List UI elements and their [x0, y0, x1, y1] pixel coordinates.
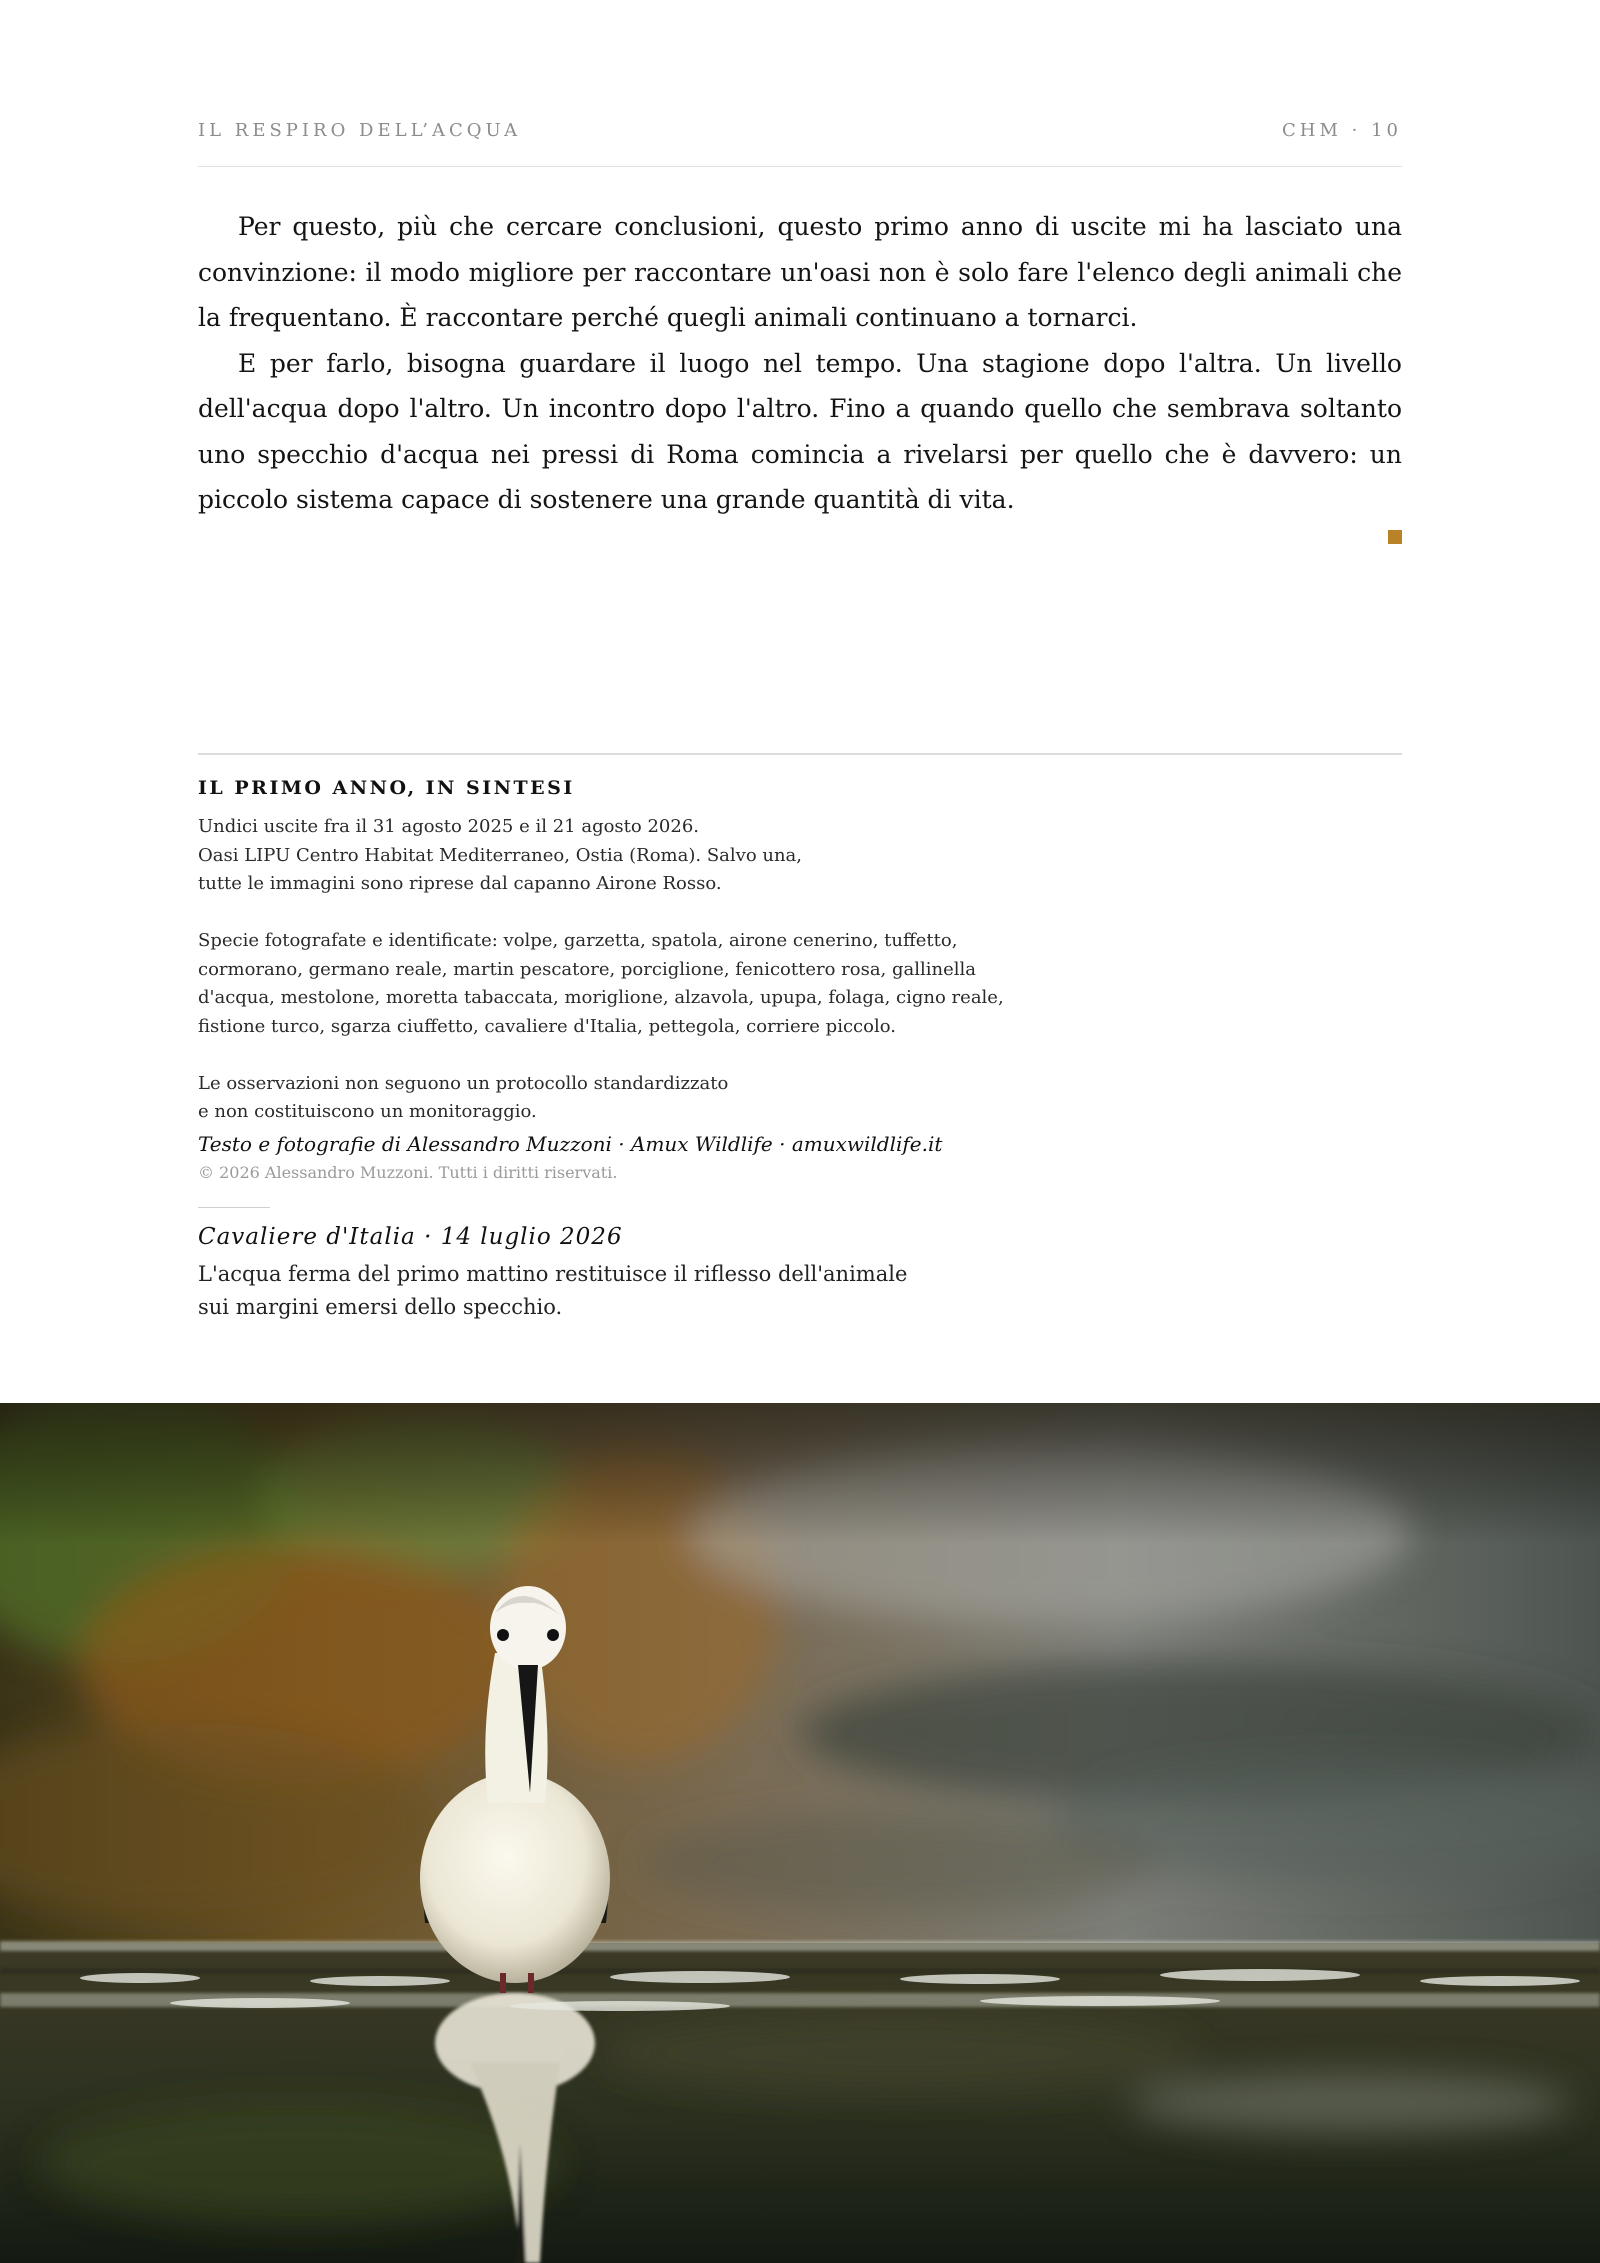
- body-text: [198, 204, 1402, 523]
- summary-disclaimer-line: Le osservazioni non seguono un protocollo standardizzato: [198, 1072, 729, 1094]
- caption-line: sui margini emersi dello specchio.: [198, 1294, 563, 1319]
- summary-line: tutte le immagini sono riprese dal capanno Airone Rosso.: [198, 873, 722, 894]
- photo-caption-text: [198, 1258, 1402, 1324]
- summary-species-line: d'acqua, mestolone, moretta tabaccata, moriglione, alzavola, upupa, folaga, cigno reale,: [198, 987, 1004, 1008]
- body-paragraph: Per questo, più che cercare conclusioni, questo primo anno di uscite mi ha lasciato una convinzione: il modo migliore per raccontare un'oasi non è solo fare l'elenco degli animali che la frequentano. È raccontare perché quegli animali continuano a tornarci.: [198, 212, 1402, 332]
- summary-species-line: fistione turco, sgarza ciuffetto, cavaliere d'Italia, pettegola, corriere piccolo.: [198, 1015, 896, 1037]
- black-winged-stilt-photo: [0, 1403, 1600, 2263]
- credits-line: Testo e fotografie di Alessandro Muzzoni · Amux Wildlife · amuxwildlife.it: [198, 1131, 943, 1156]
- running-head-title: IL RESPIRO DELL’ACQUA: [198, 120, 522, 141]
- caption-line: L'acqua ferma del primo mattino restituisce il riflesso dell'animale: [198, 1261, 908, 1286]
- summary-species-line: cormorano, germano reale, martin pescatore, porciglione, fenicottero rosa, gallinella: [198, 958, 977, 980]
- end-of-text-mark: [1388, 530, 1402, 544]
- summary-title: IL PRIMO ANNO, IN SINTESI: [198, 777, 575, 799]
- summary-line: Undici uscite fra il 31 agosto 2025 e il 21 agosto 2026.: [198, 816, 699, 837]
- running-head-page-number: CHM · 10: [1282, 120, 1402, 141]
- photo-caption-title: Cavaliere d'Italia · 14 luglio 2026: [198, 1223, 623, 1250]
- copyright-notice: © 2026 Alessandro Muzzoni. Tutti i diritti riservati.: [198, 1162, 618, 1182]
- summary-species-line: Specie fotografate e identificate: volpe, garzetta, spatola, airone cenerino, tuffetto,: [198, 930, 958, 951]
- summary-line: Oasi LIPU Centro Habitat Mediterraneo, Ostia (Roma). Salvo una,: [198, 844, 803, 866]
- summary-disclaimer-line: e non costituiscono un monitoraggio.: [198, 1101, 537, 1122]
- photo-illustration: [0, 1403, 1600, 2263]
- summary-dates-location: [198, 813, 1402, 1127]
- body-paragraph: E per farlo, bisogna guardare il luogo nel tempo. Una stagione dopo l'altra. Un livello dell'acqua dopo l'altro. Un incontro dopo l'altro. Fino a quando quello che sembrava soltanto uno specchio d'acqua nei pressi di Roma comincia a rivelarsi per quello che è davvero: un piccolo sistema capace di sostenere una grande quantità di vita.: [198, 348, 1402, 514]
- running-head: [198, 120, 1402, 167]
- summary-box: [198, 753, 1402, 1324]
- caption-divider: [198, 1207, 270, 1208]
